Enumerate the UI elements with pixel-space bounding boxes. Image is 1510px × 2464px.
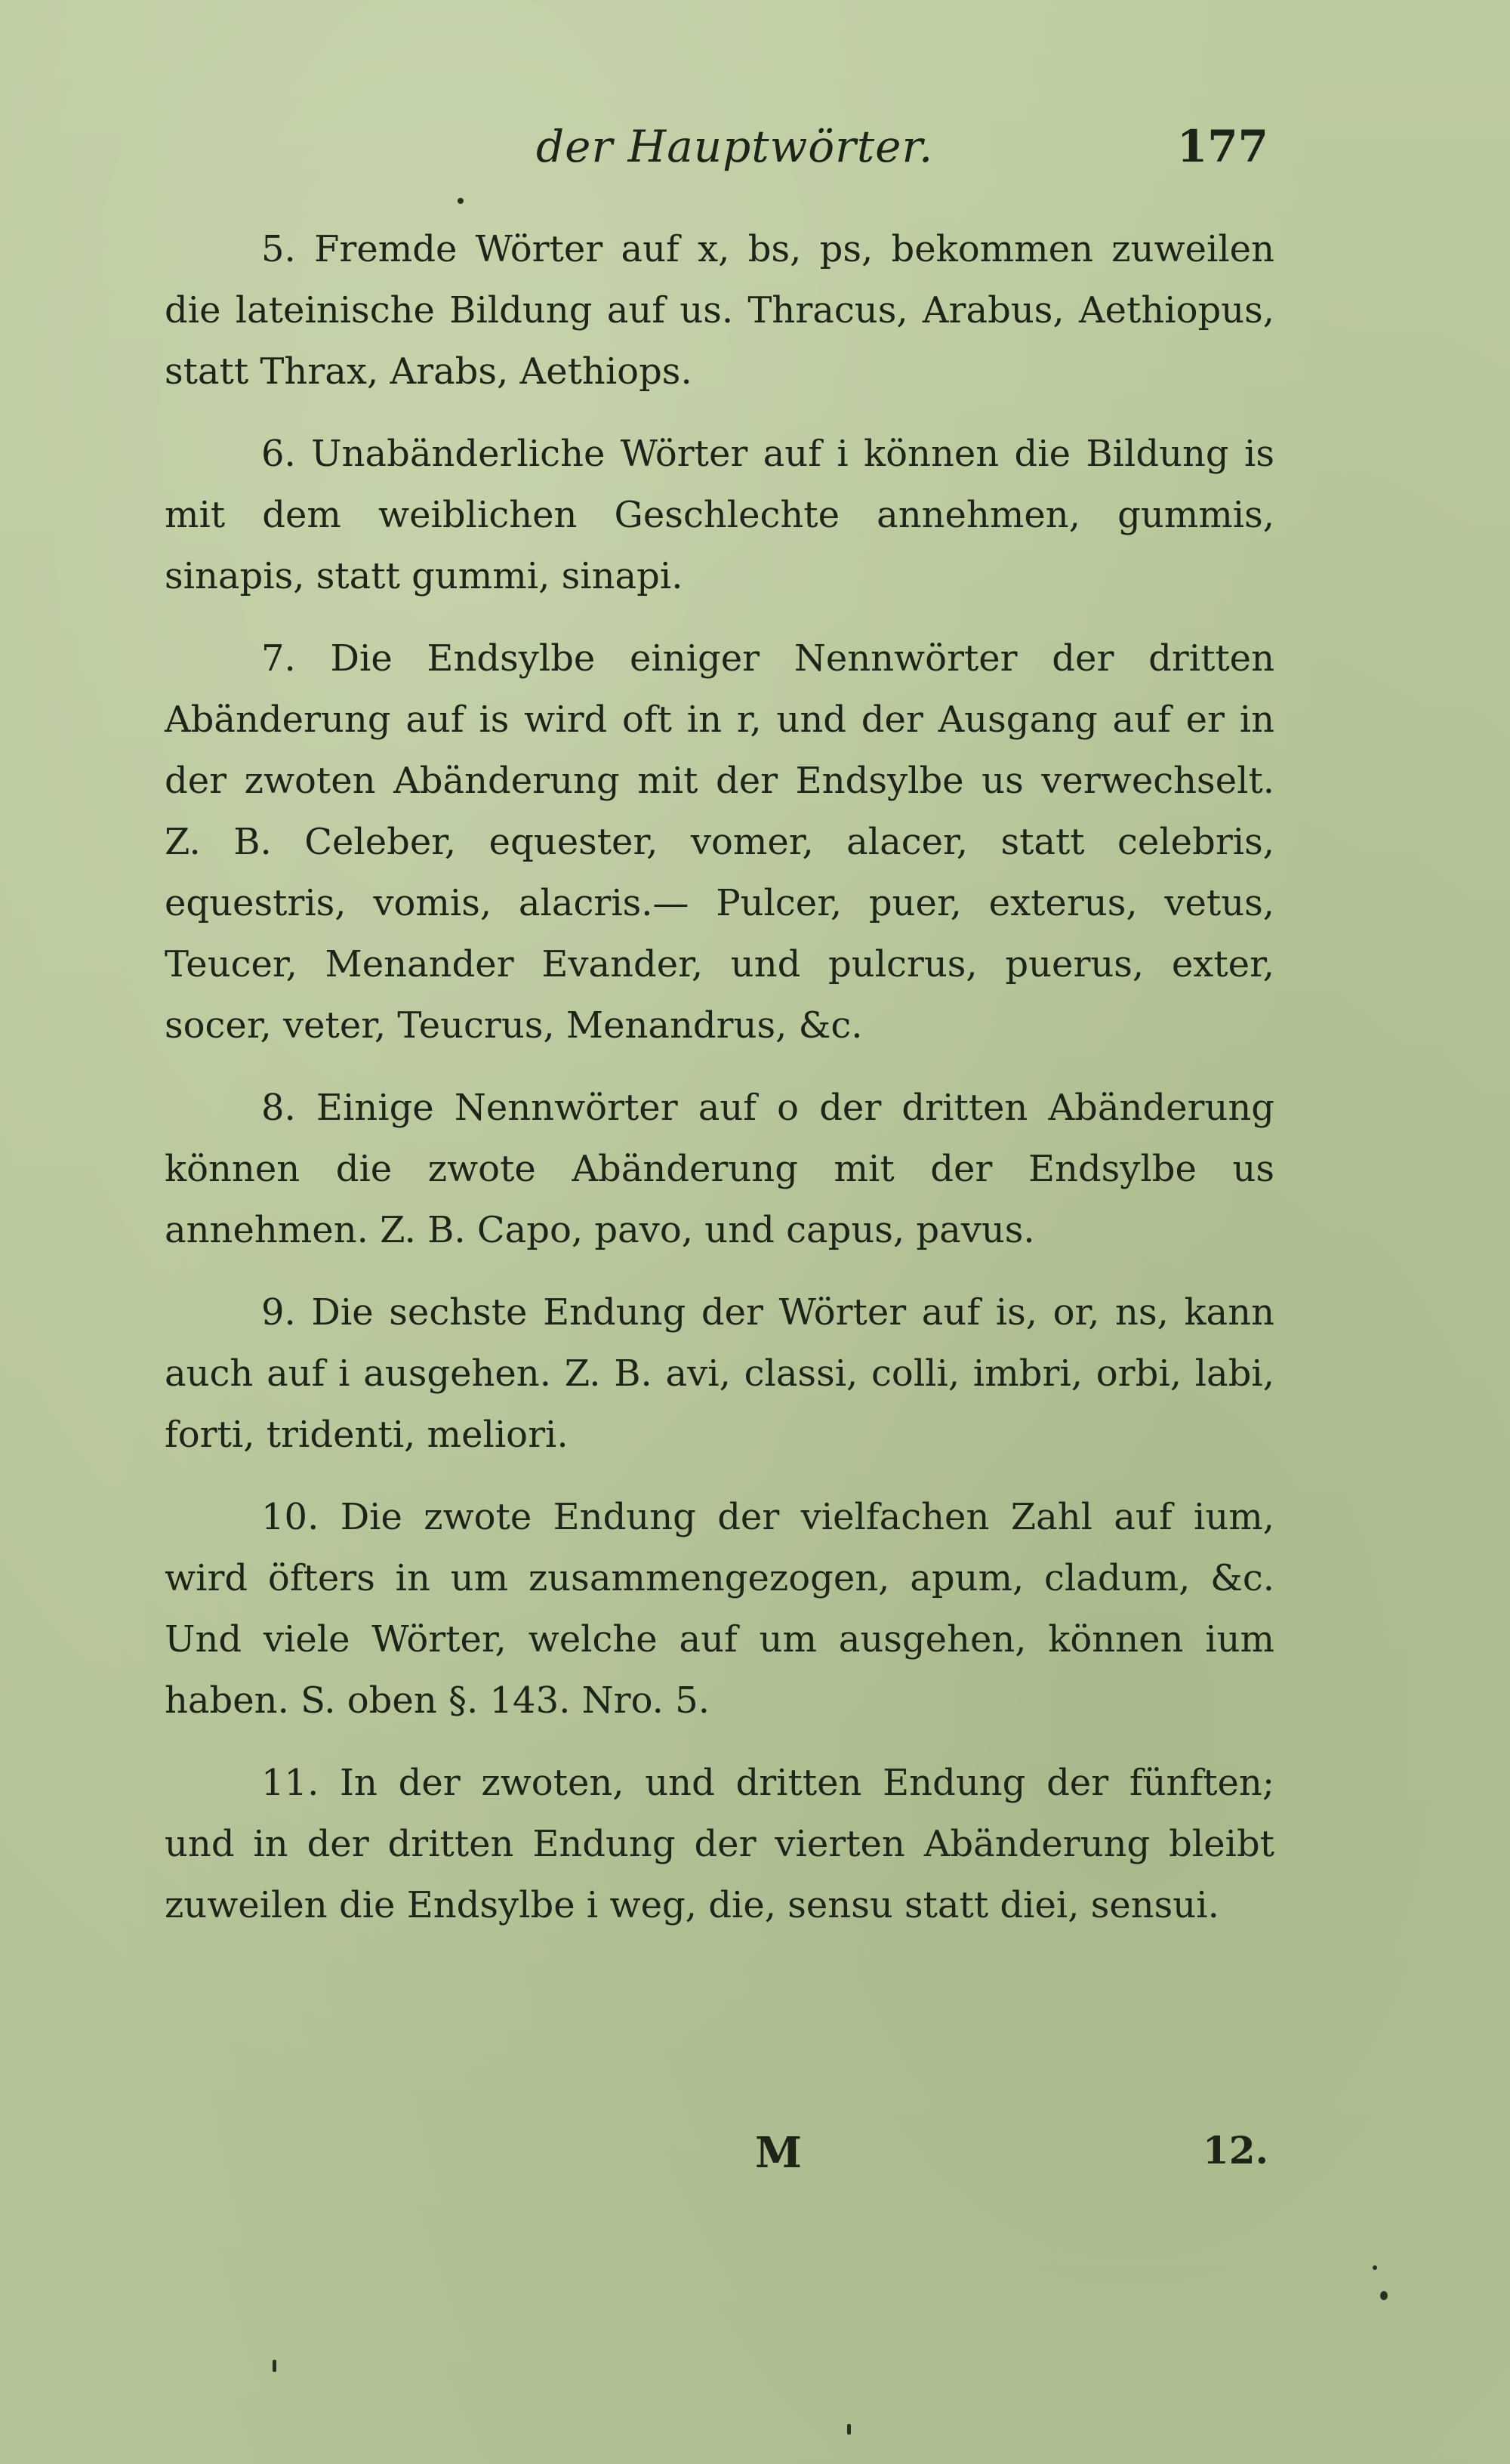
paper-speck bbox=[847, 2424, 851, 2435]
page-header bbox=[151, 121, 1268, 181]
paragraph-10: 10. Die zwote Endung der vielfachen Zahl auf ium, wird öfters in um zusammengezogen, apum, cladum, &c. Und viele Wörter, welche auf um ausgehen, können ium haben. S. oben §. 143. Nro. 5. bbox=[165, 1496, 1274, 1722]
paper-speck bbox=[458, 198, 464, 204]
paragraph-8: 8. Einige Nennwörter auf o der dritten Abänderung können die zwote Abänderung mit der Endsylbe us annehmen. Z. B. Capo, pavo, und capus, pavus. bbox=[165, 1087, 1274, 1251]
paper-speck bbox=[273, 2360, 276, 2372]
catchword: 12. bbox=[1203, 2128, 1268, 2173]
signature-mark: M bbox=[755, 2128, 802, 2178]
paragraph-9: 9. Die sechste Endung der Wörter auf is, or, ns, kann auch auf i ausgehen. Z. B. avi, classi, colli, imbri, orbi, labi, forti, tridenti, meliori. bbox=[165, 1291, 1274, 1456]
page-number: 177 bbox=[1176, 121, 1268, 172]
paragraph-5: 5. Fremde Wörter auf x, bs, ps, bekommen zuweilen die lateinische Bildung auf us. Thracus, Arabus, Aethiopus, statt Thrax, Arabs, Aethiops. bbox=[165, 228, 1274, 393]
paragraph-6: 6. Unabänderliche Wörter auf i können die Bildung is mit dem weiblichen Geschlechte annehmen, gummis, sinapis, statt gummi, sinapi. bbox=[165, 433, 1274, 597]
paragraph-11: 11. In der zwoten, und dritten Endung der fünften; und in der dritten Endung der vierten Abänderung bleibt zuweilen die Endsylbe i weg, die, sensu statt diei, sensui. bbox=[165, 1762, 1274, 1926]
paper-speck bbox=[1380, 2291, 1388, 2300]
page-footer bbox=[151, 2128, 1268, 2188]
paragraph-7: 7. Die Endsylbe einiger Nennwörter der dritten Abänderung auf is wird oft in r, und der Ausgang auf er in der zwoten Abänderung mit der Endsylbe us verwechselt. Z. B. Celeber, equester, vomer, alacer, statt celebris, equestris, vomis, alacris.— Pulcer, puer, exterus, vetus, Teucer, Menander Evander, und pulcrus, puerus, exter, socer, veter, Teucrus, Menandrus, &c. bbox=[165, 637, 1274, 1047]
paper-speck bbox=[1373, 2265, 1377, 2270]
page-body bbox=[165, 219, 1274, 1957]
running-head: der Hauptwörter. bbox=[536, 121, 934, 172]
